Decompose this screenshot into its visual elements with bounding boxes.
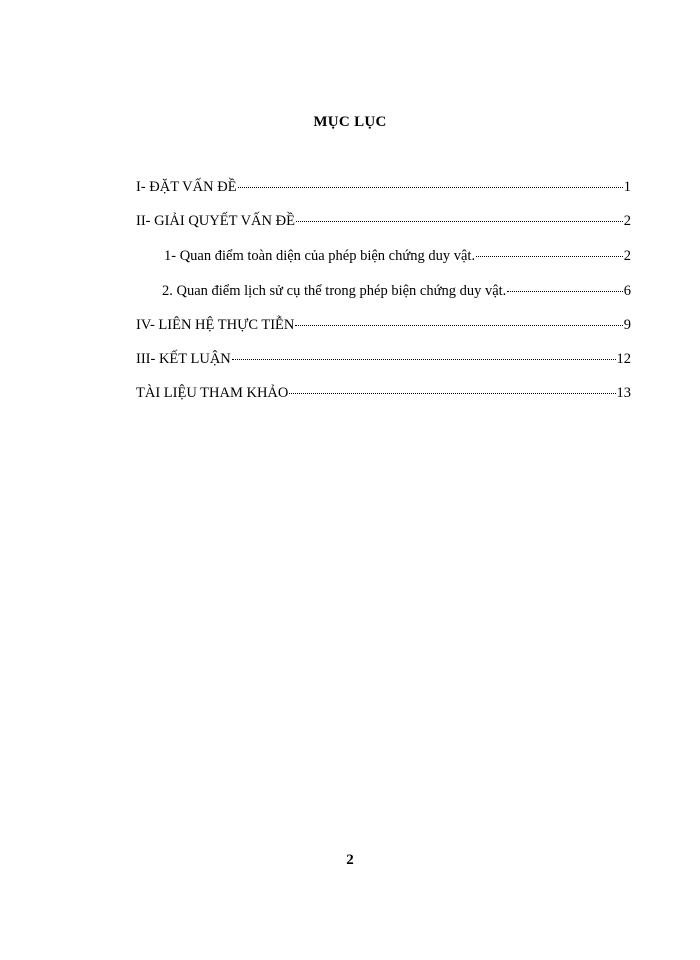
toc-entry-page: 2 (623, 248, 631, 264)
toc-entry-page: 13 (616, 385, 631, 401)
toc-entry-text: 1- Quan điểm toàn diện của phép biện chứng duy vật. (164, 248, 476, 264)
toc-entry-quan-diem-toan-dien[interactable] (164, 247, 631, 265)
toc-entry-text: II- GIẢI QUYẾT VẤN ĐỀ (136, 213, 295, 229)
toc-dot-leader (295, 325, 622, 326)
toc-entry-page: 1 (623, 179, 631, 195)
toc-entry-text: TÀI LIỆU THAM KHẢO (136, 385, 289, 401)
toc-entry-tai-lieu-tham-khao[interactable] (136, 384, 631, 402)
toc-entry-page: 2 (623, 213, 631, 229)
toc-entry-giai-quyet-van-de[interactable] (136, 212, 631, 230)
toc-dot-leader (296, 221, 623, 222)
toc-entry-lien-he-thuc-tien[interactable] (136, 316, 631, 334)
toc-dot-leader (289, 393, 615, 394)
toc-entry-quan-diem-lich-su-cu-the[interactable] (162, 282, 631, 300)
toc-entry-page: 6 (623, 283, 631, 299)
toc-entry-text: I- ĐẶT VẤN ĐỀ (136, 179, 237, 195)
toc-entry-page: 12 (616, 351, 631, 367)
toc-entry-ket-luan[interactable] (136, 350, 631, 368)
toc-dot-leader (232, 359, 616, 360)
toc-dot-leader (476, 256, 623, 257)
toc-dot-leader (507, 291, 622, 292)
toc-entry-text: 2. Quan điểm lịch sử cụ thể trong phép biện chứng duy vật. (162, 283, 507, 299)
toc-entry-dat-van-de[interactable] (136, 178, 631, 196)
toc-entry-page: 9 (623, 317, 631, 333)
toc-dot-leader (238, 187, 623, 188)
page-number: 2 (346, 852, 354, 868)
toc-entry-text: III- KẾT LUẬN (136, 351, 231, 367)
toc-entry-text: IV- LIÊN HỆ THỰC TIỄN (136, 317, 295, 333)
toc-title: MỤC LỤC (313, 114, 387, 130)
